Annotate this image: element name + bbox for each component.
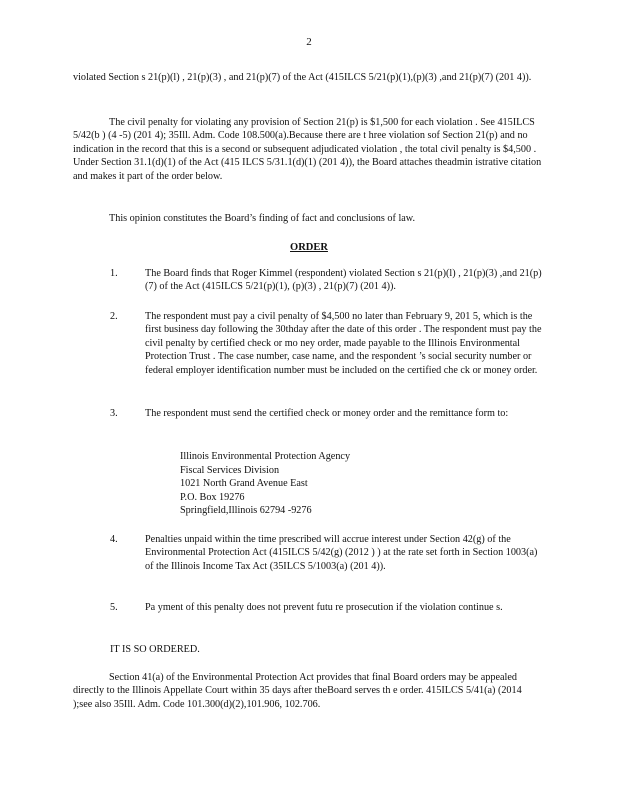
order-item-text: Pa yment of this penalty does not prevent futu re prosecution if the violation continue s.	[145, 602, 503, 613]
order-item-3	[110, 407, 543, 420]
address-line: Springfield,Illinois 62794 -9276	[180, 505, 312, 517]
address-line: 1021 North Grand Avenue East	[180, 478, 308, 490]
order-item-4	[110, 533, 543, 573]
page-number: 2	[306, 36, 312, 48]
order-item-number: 4.	[110, 534, 118, 545]
paragraph-findings: This opinion constitutes the Board’s finding of fact and conclusions of law.	[109, 213, 416, 224]
order-heading: ORDER	[290, 242, 328, 253]
order-item-number: 5.	[110, 602, 118, 613]
order-item-2	[110, 310, 543, 377]
order-item-text: Penalties unpaid within the time prescribed will accrue interest under Section 42(g) of the Environmental Protection Act (415ILCS 5/42(g) (2012 ) ) at the rate set forth in Section 1003(a) of the Illinois Income Tax Act (35ILCS 5/1003(a) (201 4)).	[145, 534, 538, 572]
order-item-5	[110, 601, 543, 614]
paragraph-civil-penalty: The civil penalty for violating any provision of Section 21(p) is $1,500 for each violation . See 415ILCS 5/42(b ) (4 -5) (201 4); 35Ill. Adm. Code 108.500(a).Because there are t hree violation sof Section 21(p) and no indication in the record that this is a second or subsequent adjudicated violation , the total civil penalty is $4,500 . Under Section 31.1(d)(1) of the Act (415 ILCS 5/31.1(d)(1) (201 4)), the Board attaches theadmin istrative citation and makes it part of the order below.	[73, 117, 542, 182]
order-item-number: 3.	[110, 408, 118, 419]
paragraph-violation-summary: violated Section s 21(p)(l) , 21(p)(3) , and 21(p)(7) of the Act (415ILCS 5/21(p)(1),(p)(3) ,and 21(p)(7) (201 4)).	[73, 72, 532, 83]
address-line: Fiscal Services Division	[180, 464, 280, 476]
paragraph-appeal-notice: Section 41(a) of the Environmental Protection Act provides that final Board orders may be appealed directly to the Illinois Appellate Court within 35 days after theBoard serves th e order. 415ILCS 5/41(a) (2014 );see also 35Ill. Adm. Code 101.300(d)(2),101.906, 102.706.	[73, 672, 522, 710]
address-line: Illinois Environmental Protection Agency	[180, 451, 351, 462]
order-item-text: The respondent must pay a civil penalty of $4,500 no later than February 9, 201 5, which is the first business day following the 30thday after the date of this order . The respondent must pay the civil penalty by certified check or mo ney order, made payable to the Illinois Environmental Protection Trust . The case number, case name, and the respondent ’s social security number or federal employer identification number must be included on the certified che ck or money order.	[145, 311, 542, 376]
order-item-number: 2.	[110, 311, 118, 322]
order-item-1	[110, 267, 543, 294]
closing-statement: IT IS SO ORDERED.	[110, 644, 200, 655]
order-item-text: The Board finds that Roger Kimmel (respondent) violated Section s 21(p)(l) , 21(p)(3) ,and 21(p)(7) of the Act (415ILCS 5/21(p)(1), (p)(3) , 21(p)(7) (201 4)).	[145, 268, 542, 293]
order-item-number: 1.	[110, 268, 118, 279]
address-line: P.O. Box 19276	[180, 491, 245, 503]
remittance-address	[180, 450, 480, 518]
order-item-text: The respondent must send the certified check or money order and the remittance form to:	[145, 408, 509, 419]
